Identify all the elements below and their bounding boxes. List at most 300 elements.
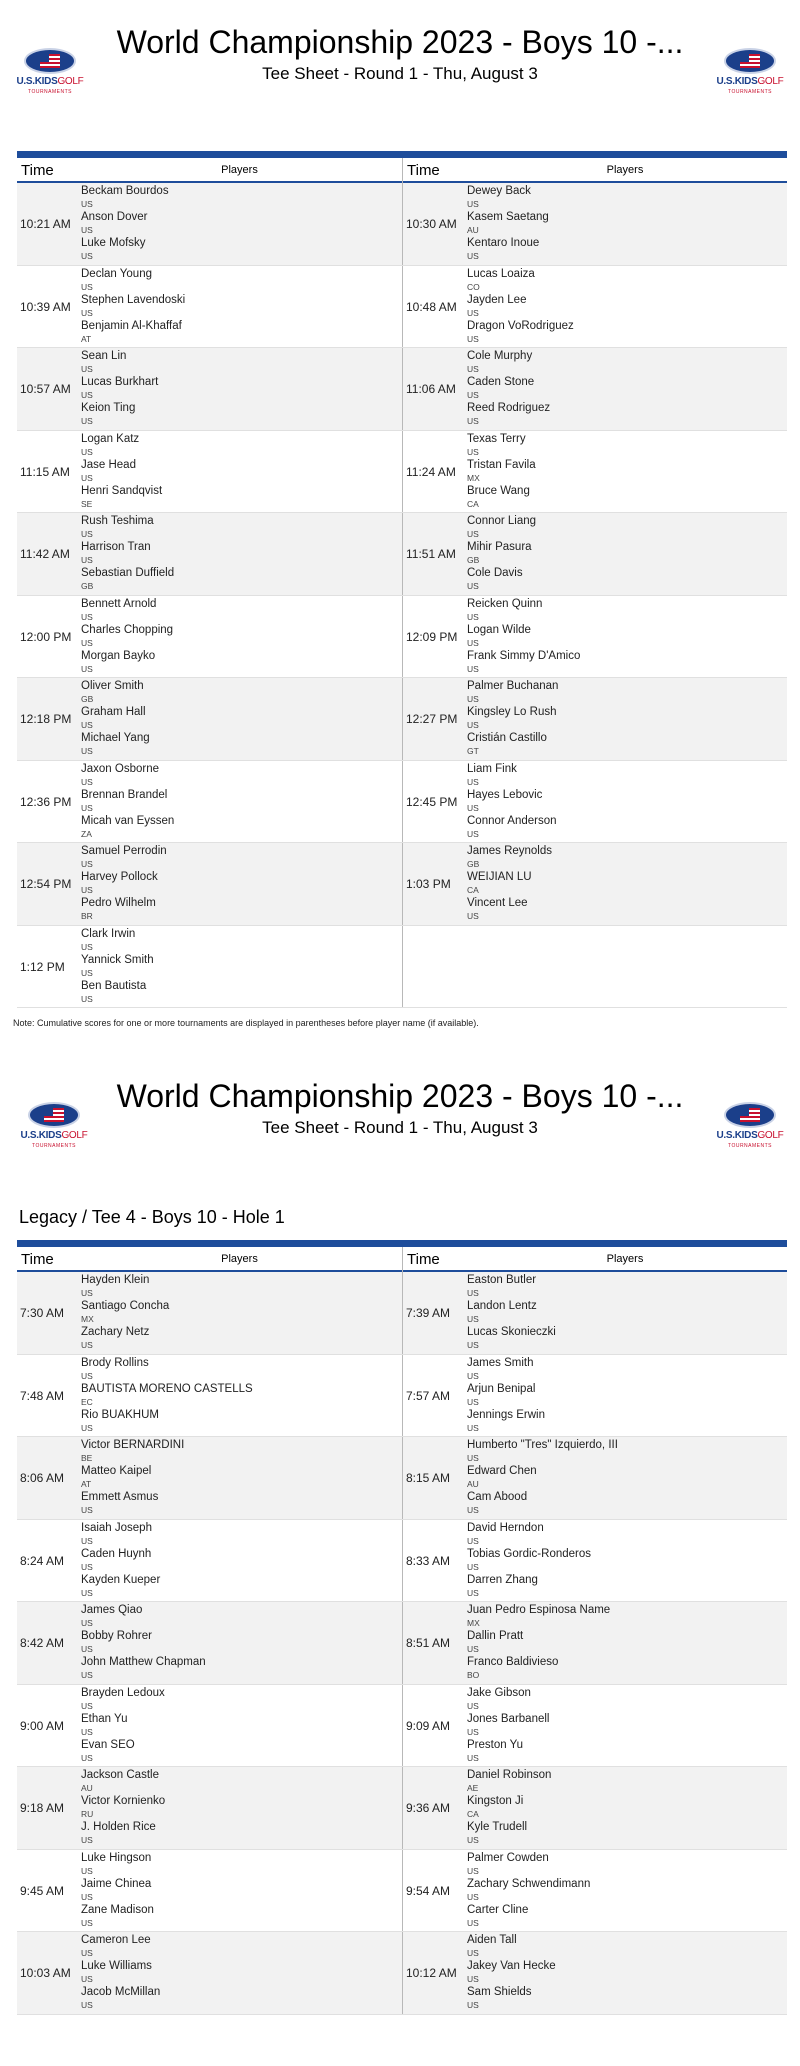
player-list: [467, 1522, 783, 1600]
player-entry: [467, 1574, 783, 1600]
player-country: US: [467, 529, 479, 539]
player-country: US: [467, 1314, 479, 1324]
player-entry: [81, 624, 398, 650]
tee-time-cell: [402, 678, 787, 760]
player-country: US: [81, 993, 93, 1004]
player-name: BAUTISTA MORENO CASTELLS: [81, 1382, 253, 1395]
tee-time-cell: [17, 1602, 402, 1684]
player-name: John Matthew Chapman: [81, 1656, 206, 1668]
player-country: US: [467, 1891, 479, 1902]
player-country: US: [467, 828, 479, 839]
player-name: Anson Dover: [81, 211, 148, 223]
player-country: US: [81, 225, 93, 235]
player-list: [81, 350, 398, 428]
player-entry: [81, 1878, 398, 1904]
tee-time: 10:39 AM: [20, 299, 71, 314]
player-name: Kayden Kueper: [81, 1573, 161, 1586]
player-name: Declan Young: [81, 267, 152, 280]
player-entry: [81, 1300, 398, 1326]
player-country: US: [467, 1948, 479, 1958]
player-name: Charles Chopping: [81, 623, 174, 636]
table-header-left: [17, 1247, 402, 1272]
player-name: Texas Terry: [467, 432, 526, 445]
player-country: US: [81, 967, 93, 978]
player-entry: [81, 680, 398, 706]
player-entry: [81, 1357, 398, 1383]
player-list: [467, 1439, 783, 1517]
tee-time: 12:54 PM: [20, 877, 72, 891]
player-entry: [467, 845, 783, 871]
player-name: Franco Baldivieso: [467, 1656, 559, 1668]
player-name: WEIJIAN LU: [467, 871, 532, 883]
player-entry: [467, 1739, 783, 1765]
player-name: Cristián Castillo: [467, 732, 547, 744]
player-entry: [81, 1548, 398, 1574]
player-name: Zachary Schwendimann: [467, 1877, 591, 1890]
player-name: Jake Gibson: [467, 1686, 531, 1699]
tee-time-cell: [402, 761, 787, 843]
player-name: Morgan Bayko: [81, 649, 156, 662]
tee-time-cell: [402, 926, 787, 1008]
player-entry: [81, 763, 398, 789]
player-name: Aiden Tall: [467, 1934, 517, 1946]
player-entry: [467, 211, 783, 237]
table-row: [17, 1355, 787, 1438]
player-entry: [81, 237, 398, 263]
player-country: US: [467, 2000, 479, 2010]
player-name: Caden Huynh: [81, 1547, 152, 1560]
player-country: US: [467, 1752, 479, 1763]
tee-time: 8:06 AM: [20, 1471, 65, 1485]
footnote: Note: Cumulative scores for one or more tournaments are displayed in parentheses before player name (if available).: [13, 1018, 479, 1028]
player-list: [81, 1522, 398, 1600]
player-country: MX: [467, 1618, 480, 1628]
player-name: James Reynolds: [467, 845, 553, 857]
player-entry: [81, 320, 398, 346]
player-name: Graham Hall: [81, 706, 146, 718]
player-name: Carter Cline: [467, 1903, 529, 1916]
player-name: Edward Chen: [467, 1465, 537, 1477]
player-name: Isaiah Joseph: [81, 1521, 152, 1534]
player-name: Samuel Perrodin: [81, 845, 167, 857]
table-body: [17, 1272, 787, 2015]
player-entry: [81, 789, 398, 815]
player-entry: [81, 954, 398, 980]
tee-time: 12:45 PM: [406, 794, 458, 809]
tee-time-cell: [17, 1685, 402, 1767]
player-country: AU: [81, 1783, 93, 1793]
player-country: US: [81, 1891, 93, 1902]
us-kids-golf-logo-left: [14, 1102, 94, 1152]
player-country: US: [467, 1505, 479, 1515]
player-country: US: [81, 307, 93, 318]
tee-time-cell: [17, 1850, 402, 1932]
player-country: US: [81, 746, 93, 756]
player-entry: [467, 680, 783, 706]
player-entry: [81, 1656, 398, 1682]
player-list: [81, 1357, 398, 1435]
player-name: Logan Katz: [81, 432, 140, 445]
player-country: US: [467, 694, 479, 704]
player-country: US: [81, 637, 93, 648]
table-header-right: [402, 1247, 787, 1272]
player-list: [81, 433, 398, 511]
player-country: AU: [467, 1479, 479, 1489]
player-country: GB: [81, 581, 94, 591]
player-country: US: [467, 416, 479, 426]
player-country: US: [467, 199, 479, 209]
player-name: Lucas Loaiza: [467, 267, 535, 280]
player-list: [467, 268, 783, 346]
player-name: Cole Murphy: [467, 350, 533, 362]
player-name: Kasem Saetang: [467, 211, 549, 223]
player-entry: [467, 1326, 783, 1352]
page-header-1: [0, 20, 800, 110]
player-entry: [81, 1491, 398, 1517]
player-country: US: [81, 1618, 93, 1628]
player-country: US: [81, 1340, 93, 1350]
tee-time-cell: [402, 596, 787, 678]
player-country: US: [467, 1644, 479, 1654]
player-name: James Qiao: [81, 1604, 143, 1616]
tee-time-cell: [17, 678, 402, 760]
us-kids-golf-logo-right: [710, 48, 790, 98]
player-country: US: [81, 1422, 93, 1433]
player-name: Benjamin Al-Khaffaf: [81, 319, 182, 332]
player-country: US: [467, 1835, 479, 1845]
player-entry: [81, 1465, 398, 1491]
player-name: Jase Head: [81, 458, 136, 471]
player-list: [81, 1439, 398, 1517]
flag-icon: [40, 54, 60, 68]
player-country: RU: [81, 1809, 94, 1819]
player-country: US: [81, 364, 93, 374]
player-entry: [81, 1409, 398, 1435]
player-list: [81, 680, 398, 758]
player-list: [81, 598, 398, 676]
player-country: US: [81, 1587, 93, 1598]
tee-time: 11:51 AM: [406, 547, 456, 561]
page-title: World Championship 2023 - Boys 10 -...: [116, 24, 684, 60]
player-name: J. Holden Rice: [81, 1821, 156, 1833]
player-entry: [81, 706, 398, 732]
player-entry: [81, 1522, 398, 1548]
player-country: US: [81, 859, 93, 869]
table-row: [17, 1602, 787, 1685]
player-name: Daniel Robinson: [467, 1769, 552, 1781]
table-row: [17, 431, 787, 514]
player-entry: [81, 815, 398, 841]
player-name: Lucas Skonieczki: [467, 1326, 556, 1338]
tee-time-cell: [402, 1272, 787, 1354]
player-entry: [467, 1687, 783, 1713]
player-country: US: [467, 1974, 479, 1984]
tee-time: 10:30 AM: [406, 217, 457, 231]
us-kids-golf-logo-right: [710, 1102, 790, 1152]
player-country: US: [467, 911, 479, 921]
player-name: Cam Abood: [467, 1491, 528, 1503]
player-entry: [467, 650, 783, 676]
player-name: Harrison Tran: [81, 541, 151, 553]
player-entry: [81, 1934, 398, 1960]
player-country: US: [467, 364, 479, 374]
player-entry: [467, 763, 783, 789]
player-entry: [467, 1769, 783, 1795]
player-name: Brennan Brandel: [81, 788, 168, 801]
tee-time: 11:42 AM: [20, 547, 70, 561]
player-name: Tristan Favila: [467, 458, 536, 471]
tee-time-cell: [402, 1355, 787, 1437]
player-entry: [467, 1300, 783, 1326]
player-name: Jaime Chinea: [81, 1877, 152, 1890]
player-entry: [467, 598, 783, 624]
section-title: Legacy / Tee 4 - Boys 10 - Hole 1: [19, 1207, 285, 1227]
player-country: MX: [467, 472, 480, 483]
player-country: US: [81, 1974, 93, 1984]
table-row: [17, 1685, 787, 1768]
tee-time-cell: [402, 1602, 787, 1684]
player-entry: [81, 598, 398, 624]
tee-time-cell: [402, 843, 787, 925]
player-list: [467, 515, 783, 593]
tee-time-cell: [402, 431, 787, 513]
player-entry: [467, 1821, 783, 1847]
player-country: US: [81, 555, 93, 565]
player-name: Mihir Pasura: [467, 541, 532, 553]
tee-time: 11:24 AM: [406, 464, 456, 479]
tee-time: 8:15 AM: [406, 1471, 451, 1485]
tee-time: 1:03 PM: [406, 877, 451, 891]
player-name: Palmer Buchanan: [467, 680, 559, 692]
player-country: US: [467, 1726, 479, 1737]
player-name: Palmer Cowden: [467, 1851, 549, 1864]
player-name: Preston Yu: [467, 1738, 524, 1751]
tee-time: 10:48 AM: [406, 299, 457, 314]
logo-subtext: TOURNAMENTS: [727, 1143, 773, 1149]
player-name: Luke Hingson: [81, 1851, 152, 1864]
player-country: US: [81, 941, 93, 952]
player-name: David Herndon: [467, 1521, 544, 1534]
player-entry: [467, 1656, 783, 1682]
player-name: Brayden Ledoux: [81, 1686, 165, 1699]
player-entry: [81, 1904, 398, 1930]
player-country: US: [467, 1587, 479, 1598]
tee-time-cell: [402, 1437, 787, 1519]
player-country: GB: [81, 694, 94, 704]
player-country: US: [467, 776, 479, 787]
player-entry: [81, 1960, 398, 1986]
table-body: [17, 183, 787, 1008]
player-country: AT: [81, 333, 92, 344]
player-entry: [81, 433, 398, 459]
player-name: Jaxon Osborne: [81, 762, 159, 775]
logo-subtext: TOURNAMENTS: [27, 89, 73, 95]
header-time: Time: [407, 162, 440, 179]
tee-time-cell: [402, 1520, 787, 1602]
player-country: US: [467, 1865, 479, 1876]
player-list: [467, 1604, 783, 1682]
player-name: Emmett Asmus: [81, 1491, 159, 1503]
page-subtitle: Tee Sheet - Round 1 - Thu, August 3: [262, 64, 538, 83]
player-country: US: [81, 281, 93, 292]
player-entry: [467, 1878, 783, 1904]
player-entry: [467, 294, 783, 320]
player-country: US: [81, 663, 93, 674]
player-country: CA: [467, 498, 479, 509]
tee-time: 9:45 AM: [20, 1883, 65, 1898]
player-country: US: [467, 1422, 479, 1433]
player-entry: [467, 376, 783, 402]
player-name: Jakey Van Hecke: [467, 1960, 556, 1972]
tee-time-cell: [17, 431, 402, 513]
tee-sheet-table-2: [17, 1240, 787, 2015]
player-entry: [467, 815, 783, 841]
logo-text: U.S.KIDSGOLF: [16, 76, 84, 87]
player-name: Dallin Pratt: [467, 1630, 524, 1642]
player-country: US: [467, 1340, 479, 1350]
player-name: Ben Bautista: [81, 979, 147, 992]
player-name: Lucas Burkhart: [81, 376, 159, 388]
player-country: CO: [467, 281, 480, 292]
tee-time: 8:51 AM: [406, 1636, 451, 1650]
player-list: [81, 763, 398, 841]
player-entry: [81, 541, 398, 567]
player-country: US: [81, 1700, 93, 1711]
table-row: [17, 843, 787, 926]
player-name: Kentaro Inoue: [467, 237, 540, 249]
tee-time-cell: [402, 1685, 787, 1767]
player-country: US: [81, 529, 93, 539]
player-country: US: [81, 1505, 93, 1515]
player-name: Ethan Yu: [81, 1712, 128, 1725]
player-country: US: [81, 885, 93, 895]
tee-time-cell: [17, 183, 402, 265]
player-country: GT: [467, 746, 479, 756]
player-list: [81, 928, 398, 1006]
player-name: Landon Lentz: [467, 1300, 537, 1312]
tee-time-cell: [17, 926, 402, 1008]
player-list: [467, 1687, 783, 1765]
player-country: EC: [81, 1396, 93, 1407]
player-entry: [81, 402, 398, 428]
player-name: Reed Rodriguez: [467, 402, 551, 414]
player-entry: [81, 1383, 398, 1409]
header-time: Time: [21, 162, 54, 179]
header-time: Time: [21, 1251, 54, 1268]
player-name: Pedro Wilhelm: [81, 897, 156, 909]
player-country: US: [467, 251, 479, 261]
player-list: [467, 1357, 783, 1435]
player-entry: [81, 897, 398, 923]
player-entry: [467, 1274, 783, 1300]
player-name: Clark Irwin: [81, 927, 136, 940]
table-row: [17, 348, 787, 431]
table-header-right: [402, 158, 787, 183]
player-entry: [467, 1357, 783, 1383]
player-country: AE: [467, 1783, 479, 1793]
player-list: [81, 1852, 398, 1930]
logo-text: U.S.KIDSGOLF: [716, 76, 784, 87]
player-entry: [467, 1409, 783, 1435]
player-entry: [467, 732, 783, 758]
player-name: Harvey Pollock: [81, 871, 158, 883]
player-entry: [81, 732, 398, 758]
table-row: [17, 1850, 787, 1933]
player-country: US: [467, 1288, 479, 1298]
player-country: CA: [467, 1809, 479, 1819]
player-entry: [81, 294, 398, 320]
player-country: BR: [81, 911, 93, 921]
player-entry: [81, 567, 398, 593]
table-row: [17, 761, 787, 844]
player-list: [81, 185, 398, 263]
tee-time: 9:18 AM: [20, 1801, 65, 1815]
player-entry: [81, 1604, 398, 1630]
table-row: [17, 596, 787, 679]
player-name: Brody Rollins: [81, 1356, 149, 1369]
tee-time-cell: [402, 1932, 787, 2014]
player-list: [81, 1934, 398, 2012]
table-row: [17, 1520, 787, 1603]
player-entry: [467, 541, 783, 567]
player-country: BO: [467, 1670, 480, 1680]
player-entry: [467, 1713, 783, 1739]
player-country: US: [467, 1535, 479, 1546]
table-row: [17, 1437, 787, 1520]
player-name: Sebastian Duffield: [81, 567, 175, 579]
tee-time: 11:06 AM: [406, 382, 456, 396]
player-entry: [81, 980, 398, 1006]
player-entry: [467, 1548, 783, 1574]
tee-time: 12:18 PM: [20, 712, 72, 726]
tee-time: 12:36 PM: [20, 794, 72, 809]
player-name: Beckam Bourdos: [81, 185, 169, 197]
tee-time-cell: [17, 1520, 402, 1602]
player-entry: [467, 433, 783, 459]
player-entry: [467, 624, 783, 650]
tee-time: 12:09 PM: [406, 629, 458, 644]
player-country: GB: [467, 859, 480, 869]
player-name: Victor BERNARDINI: [81, 1439, 185, 1451]
tee-time-cell: [17, 266, 402, 348]
tee-time: 7:30 AM: [20, 1306, 65, 1320]
flag-icon: [740, 1108, 760, 1122]
table-row: [17, 1272, 787, 1355]
player-name: Cole Davis: [467, 567, 523, 579]
tee-time-cell: [17, 761, 402, 843]
player-name: Yannick Smith: [81, 953, 154, 966]
table-header: [17, 1247, 787, 1272]
player-name: Hayden Klein: [81, 1274, 150, 1286]
player-name: Hayes Lebovic: [467, 788, 543, 801]
player-list: [81, 1604, 398, 1682]
player-entry: [81, 1821, 398, 1847]
player-name: Michael Yang: [81, 732, 150, 744]
header-players: Players: [606, 164, 644, 176]
player-entry: [81, 1630, 398, 1656]
player-name: Kingston Ji: [467, 1795, 524, 1807]
player-name: Easton Butler: [467, 1274, 537, 1286]
tee-time-cell: [17, 1272, 402, 1354]
flag-icon: [44, 1108, 64, 1122]
player-list: [81, 1769, 398, 1847]
tee-time: 9:36 AM: [406, 1801, 451, 1815]
player-country: US: [81, 2000, 93, 2010]
tee-time: 9:54 AM: [406, 1883, 451, 1898]
player-name: Dragon VoRodriguez: [467, 319, 574, 332]
tee-time: 10:21 AM: [20, 217, 71, 231]
player-name: Jones Barbanell: [467, 1712, 550, 1725]
